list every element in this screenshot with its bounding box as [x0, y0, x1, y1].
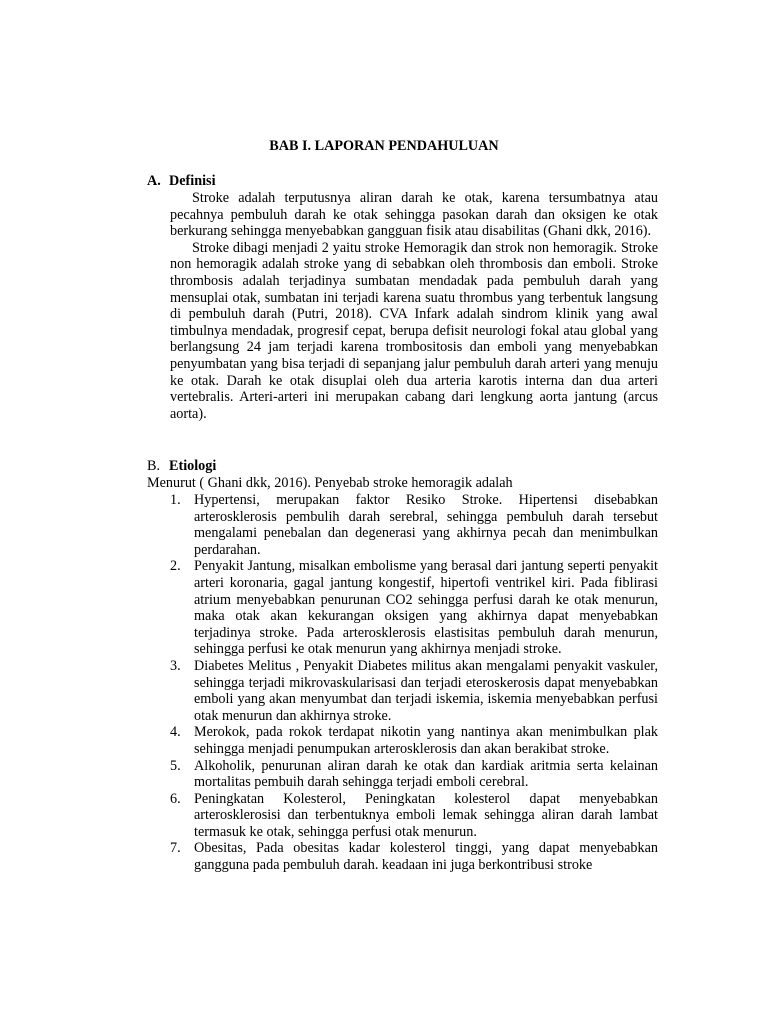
list-item	[148, 724, 658, 757]
list-item-text: Hypertensi, merupakan faktor Resiko Stroke. Hipertensi disebabkan arterosklerosis pembulih darah serebral, sehingga pembuluh darah tersebut mengalami penebalan dan degenerasi yang akhirnya pecah dan menimbulkan perdarahan.	[194, 492, 658, 558]
list-item	[148, 558, 658, 658]
list-item	[148, 840, 658, 873]
list-item-number: 3.	[170, 657, 181, 674]
list-item-number: 2.	[170, 558, 181, 575]
list-item-text: Obesitas, Pada obesitas kadar kolesterol tinggi, yang dapat menyebabkan gangguna pada pembuluh darah. keadaan ini juga berkontribusi stroke	[194, 840, 658, 874]
list-item-number: 5.	[170, 757, 181, 774]
list-item-text: Merokok, pada rokok terdapat nikotin yang nantinya akan menimbulkan plak sehingga menjadi penumpukan arterosklerosis dan akan berakibat stroke.	[194, 724, 658, 757]
section-a-letter: A.	[147, 173, 161, 189]
paragraph: Stroke adalah terputusnya aliran darah ke otak, karena tersumbatnya atau pecahnya pembuluh darah ke otak sehingga pasokan darah dan oksigen ke otak berkurang sehingga menyebabkan gangguan fisik atau disabilitas (Ghani dkk, 2016).	[170, 190, 658, 240]
section-a-title: Definisi	[169, 173, 216, 189]
list-item-text: Alkoholik, penurunan aliran darah ke otak dan kardiak aritmia serta kelainan mortalitas pembuih darah sehingga terjadi emboli cerebral.	[194, 757, 658, 791]
list-item-number: 1.	[170, 492, 181, 508]
paragraph: Stroke dibagi menjadi 2 yaitu stroke Hemoragik dan strok non hemoragik. Stroke non hemoragik adalah stroke yang di sebabkan oleh thrombosis dan emboli. Stroke thrombosis adalah terjadinya sumbatan mendadak pada pembuluh darah yang mensuplai otak, sumbatan ini terjadi karena suatu thrombus yang terbentuk langsung di pembuluh darah (Putri, 2018). CVA Infark adalah sindrom klinik yang awal timbulnya mendadak, progresif cepat, berupa defisit neurologi fokal atau global yang berlangsung 24 jam terjadi karena trombositosis dan emboli yang menyebabkan penyumbatan yang bisa terjadi di sepanjang jalur pembuluh darah arteri yang menuju ke otak. Darah ke otak disuplai oleh dua arteria karotis interna dan dua arteri vertebralis. Arteri-arteri ini merupakan cabang dari lengkung aorta jantung (arcus aorta).	[170, 239, 658, 422]
list-item-text: Peningkatan Kolesterol, Peningkatan kolesterol dapat menyebabkan arterosklerosisi dan terbentuknya emboli lemak sehingga aliran darah lambat termasuk ke otak, sehingga perfusi otak menurun.	[194, 790, 658, 840]
section-b-letter: B.	[147, 458, 161, 474]
list-item-text: Diabetes Melitus , Penyakit Diabetes militus akan mengalami penyakit vaskuler, sehingga terjadi mikrovaskularisasi dan terjadi eteroskerosis dapat menyebabkan emboli yang akan menyumbat dan terjadi iskemia, iskemia menyebabkan perfusi otak menurun dan akhirnya stroke.	[194, 657, 658, 724]
section-b-title: Etiologi	[169, 458, 217, 474]
list-item	[148, 658, 658, 724]
section-b-heading	[147, 458, 216, 475]
list-item-number: 4.	[170, 724, 181, 741]
section-b-intro: Menurut ( Ghani dkk, 2016). Penyebab stroke hemoragik adalah	[147, 475, 513, 491]
list-item	[148, 791, 658, 841]
list-item	[148, 758, 658, 791]
section-a-heading	[147, 173, 216, 190]
section-a-body	[170, 190, 658, 422]
list-item-text: Penyakit Jantung, misalkan embolisme yang berasal dari jantung seperti penyakit arteri koronaria, gagal jantung kongestif, hipertofi ventrikel kiri. Pada fiblirasi atrium menyebabkan penurunan CO2 sehingga perfusi darah ke otak menurun, maka otak akan kekurangan oksigen yang akhirnya dapat menyebabkan terjadinya stroke. Pada arterosklerosis elastisitas pembuluh darah menurun, sehingga perfusi ke otak menurun yang akhirnya menjadi stroke.	[194, 558, 658, 658]
list-item-number: 7.	[170, 840, 181, 857]
page-title: BAB I. LAPORAN PENDAHULUAN	[269, 138, 499, 154]
list-item-number: 6.	[170, 790, 181, 807]
list-item	[148, 492, 658, 558]
etiology-list	[148, 492, 658, 874]
